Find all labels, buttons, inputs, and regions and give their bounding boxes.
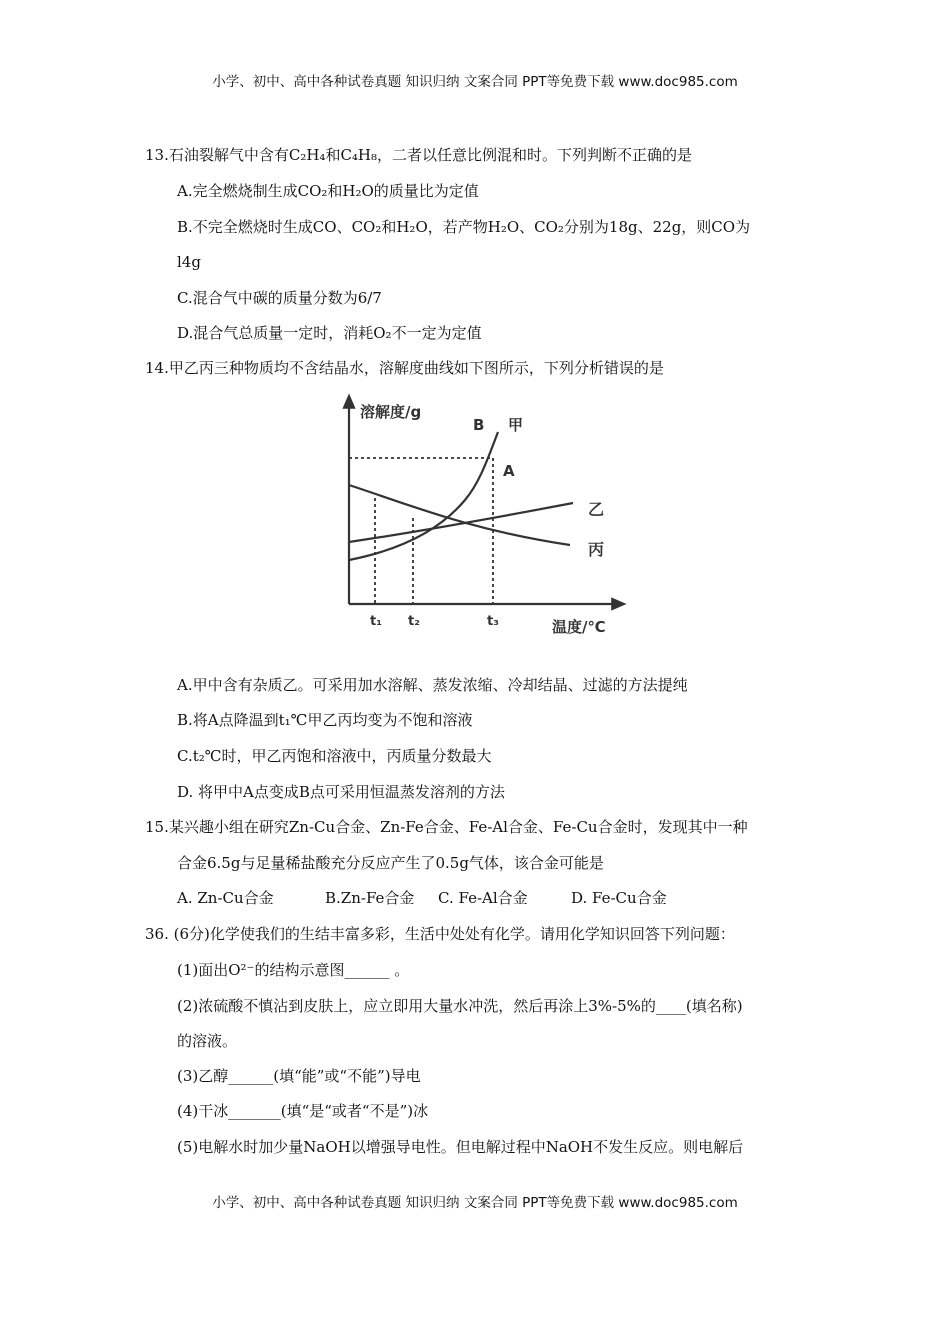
q15-stem-cont: 合金6.5g与足量稀盐酸充分反应产生了0.5g气体，该合金可能是 (177, 854, 604, 872)
tick-t2: t₂ (408, 614, 420, 629)
q36-part-1: (1)面出O²⁻的结构示意图______ 。 (177, 961, 410, 979)
q15-option-d: D. Fe-Cu合金 (571, 889, 667, 907)
curve-jia (349, 432, 498, 560)
curve-bing-label: 丙 (588, 540, 605, 559)
page-header: 小学、初中、高中各种试卷真题 知识归纳 文案合同 PPT等免费下载 www.doc985.com (212, 74, 738, 90)
q14-option-a: A.甲中含有杂质乙。可采用加水溶解、蒸发浓缩、冷却结晶、过滤的方法提纯 (177, 676, 688, 694)
q13-stem: 13.石油裂解气中含有C₂H₄和C₄H₈，二者以任意比例混和时。下列判断不正确的是 (145, 146, 693, 164)
q36-part-2-cont: 的溶液。 (177, 1032, 238, 1050)
curve-yi-label: 乙 (588, 500, 605, 519)
q36-stem: 36. (6分)化学使我们的生结丰富多彩，生活中处处有化学。请用化学知识回答下列问题： (145, 925, 735, 943)
q13-option-d: D.混合气总质量一定时，消耗O₂不一定为定值 (177, 324, 482, 342)
tick-t3: t₃ (487, 614, 499, 629)
q13-option-c: C.混合气中碳的质量分数为6/7 (177, 289, 382, 307)
point-a-label: A (503, 462, 515, 480)
q14-option-b: B.将A点降温到t₁℃甲乙丙均变为不饱和溶液 (177, 711, 473, 729)
q13-option-b-cont: l4g (177, 253, 201, 271)
q15-stem: 15.某兴趣小组在研究Zn-Cu合金、Zn-Fe合金、Fe-Al合金、Fe-Cu合金时，发现其中一种 (145, 818, 748, 836)
solubility-figure (320, 390, 640, 640)
q14-option-d: D. 将甲中A点变成B点可采用恒温蒸发溶剂的方法 (177, 783, 505, 801)
x-axis-label: 温度/℃ (552, 618, 606, 636)
page-footer: 小学、初中、高中各种试卷真题 知识归纳 文案合同 PPT等免费下载 www.doc985.com (212, 1195, 738, 1211)
q13-option-b: B.不完全燃烧时生成CO、CO₂和H₂O，若产物H₂O、CO₂分别为18g、22g，则CO为 (177, 218, 751, 236)
q36-part-3: (3)乙醇______(填“能”或“不能”)导电 (177, 1067, 421, 1085)
q36-part-4: (4)干冰_______(填“是“或者“不是”)冰 (177, 1102, 429, 1120)
q14-stem: 14.甲乙丙三种物质均不含结晶水，溶解度曲线如下图所示，下列分析错误的是 (145, 359, 664, 377)
q36-part-5: (5)电解水时加少量NaOH以增强导电性。但电解过程中NaOH不发生反应。则电解后 (177, 1138, 744, 1156)
q15-option-a: A. Zn-Cu合金 (177, 889, 274, 907)
q15-option-b: B.Zn-Fe合金 (325, 889, 415, 907)
point-b-label: B (473, 416, 485, 434)
q14-option-c: C.t₂℃时，甲乙丙饱和溶液中，丙质量分数最大 (177, 747, 492, 765)
curve-jia-label: 甲 (508, 416, 524, 434)
tick-t1: t₁ (370, 614, 382, 629)
q13-option-a: A.完全燃烧制生成CO₂和H₂O的质量比为定值 (177, 182, 479, 200)
y-axis-label: 溶解度/g (360, 403, 422, 421)
q36-part-2: (2)浓硫酸不慎沾到皮肤上，应立即用大量水冲洗，然后再涂上3%-5%的____(填名称) (177, 997, 743, 1015)
q15-option-c: C. Fe-Al合金 (438, 889, 528, 907)
